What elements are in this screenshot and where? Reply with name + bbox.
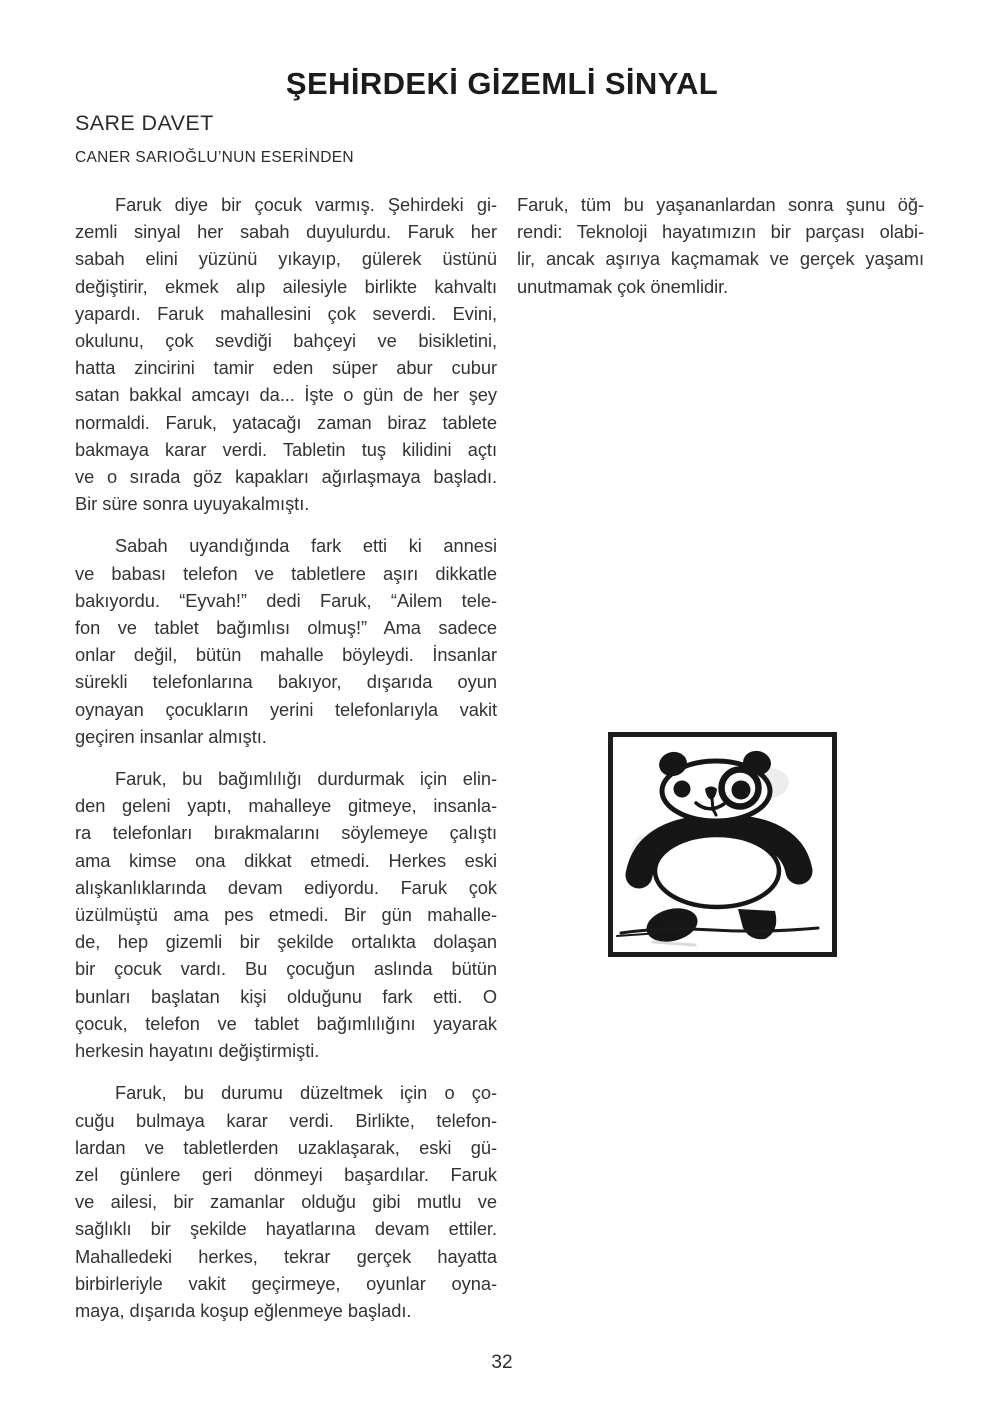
text-line: bakmaya karar verdi. Tabletin tuş kilidini açtı xyxy=(75,438,497,460)
text-line: üzülmüştü ama pes etmedi. Bir gün mahalle- xyxy=(75,904,497,926)
text-line: bir çocuk vardı. Bu çocuğun aslında bütün xyxy=(75,958,497,980)
text-line: Faruk, bu durumu düzeltmek için o ço- xyxy=(115,1082,497,1104)
source-line: CANER SARIOĞLU’NUN ESERİNDEN xyxy=(75,149,354,166)
text-line: de, hep gizemli bir şekilde ortalıkta dolaşan xyxy=(75,931,497,953)
right-text-column xyxy=(517,191,924,315)
left-text-column xyxy=(75,191,497,1339)
text-line: Bir süre sonra uyuyakalmıştı. xyxy=(75,493,310,515)
text-line: lir, ancak aşırıya kaçmamak ve gerçek yaşamı xyxy=(517,248,924,270)
text-line: değiştirir, ekmek alıp ailesiyle birlikte kahvaltı xyxy=(75,275,497,297)
paragraph xyxy=(75,1079,497,1324)
panda-illustration-box xyxy=(608,732,837,957)
text-line: herkesin hayatını değiştirmişti. xyxy=(75,1040,320,1062)
text-line: yapardı. Faruk mahallesini çok severdi. Evini, xyxy=(75,302,497,324)
page-title: ŞEHİRDEKİ GİZEMLİ SİNYAL xyxy=(285,66,719,101)
text-line: maya, dışarıda koşup eğlenmeye başladı. xyxy=(75,1299,412,1321)
text-line: bakıyordu. “Eyvah!” dedi Faruk, “Ailem tele- xyxy=(75,589,497,611)
ground-line xyxy=(653,942,695,945)
text-line: rendi: Teknoloji hayatımızın bir parçası olabi- xyxy=(517,221,924,243)
text-line: sağlıklı bir şekilde hayatlarına devam ettiler. xyxy=(75,1218,497,1240)
text-line: zel günlere geri dönmeyi başardılar. Faruk xyxy=(75,1163,497,1185)
text-line: bunları başlatan kişi olduğunu fark etti. O xyxy=(75,985,497,1007)
panda-eye-left xyxy=(674,781,691,798)
text-line: zemli sinyal her sabah duyulurdu. Faruk her xyxy=(75,221,497,243)
text-line: den geleni yaptı, mahalleye gitmeye, insanla- xyxy=(75,795,497,817)
text-line: ve ailesi, bir zamanlar olduğu gibi mutlu ve xyxy=(75,1191,497,1213)
text-line: ve babası telefon ve tabletlere aşırı dikkatle xyxy=(75,562,497,584)
text-line: onlar değil, bütün mahalle böyleydi. İnsanlar xyxy=(75,644,497,666)
panda-drawing-icon xyxy=(613,737,832,952)
text-line: satan bakkal amcayı da... İşte o gün de her şey xyxy=(75,384,497,406)
paragraph xyxy=(75,765,497,1064)
paragraph xyxy=(517,191,924,300)
paragraph xyxy=(75,191,497,517)
text-line: Faruk diye bir çocuk varmış. Şehirdeki gi- xyxy=(115,194,497,215)
text-line: ama kimse ona dikkat etmedi. Herkes eski xyxy=(75,849,497,871)
text-line: oynayan çocukların yerini telefonlarıyla vakit xyxy=(75,698,497,720)
text-line: sürekli telefonlarına bakıyor, dışarıda oyun xyxy=(75,671,497,693)
text-line: normaldi. Faruk, yatacağı zaman biraz tablete xyxy=(75,411,497,433)
text-line: fon ve tablet bağımlısı olmuş!” Ama sadece xyxy=(75,617,497,639)
panda-pupil-right xyxy=(732,781,751,800)
text-line: sabah elini yüzünü yıkayıp, gülerek üstünü xyxy=(75,248,497,270)
text-line: Faruk, bu bağımlılığı durdurmak için elin- xyxy=(115,768,497,790)
author-name: SARE DAVET xyxy=(75,111,214,135)
text-line: Faruk, tüm bu yaşananlardan sonra şunu öğ- xyxy=(517,194,924,215)
text-line: ve o sırada göz kapakları ağırlaşmaya başladı. xyxy=(75,466,497,488)
page-number: 32 xyxy=(491,1352,513,1373)
paragraph xyxy=(75,532,497,750)
text-line: Mahalledeki herkes, tekrar gerçek hayatta xyxy=(75,1245,497,1267)
text-line: unutmamak çok önemlidir. xyxy=(517,275,729,297)
text-line: okulunu, çok sevdiği bahçeyi ve bisikletini, xyxy=(75,330,497,352)
text-line: lardan ve tabletlerden uzaklaşarak, eski gü- xyxy=(75,1136,497,1158)
text-line: cuğu bulmaya karar verdi. Birlikte, telefon- xyxy=(75,1109,497,1131)
text-line: geçiren insanlar almıştı. xyxy=(75,725,267,747)
text-line: çocuk, telefon ve tablet bağımlılığını yayarak xyxy=(75,1012,497,1034)
text-line: alışkanlıklarında devam ediyordu. Faruk çok xyxy=(75,876,497,898)
panda-belly xyxy=(655,835,779,907)
text-line: birbirleriyle vakit geçirmeye, oyunlar oyna- xyxy=(75,1272,497,1294)
text-line: Sabah uyandığında fark etti ki annesi xyxy=(115,535,497,557)
panda-foot-right xyxy=(738,909,776,939)
text-line: hatta zincirini tamir eden süper abur cubur xyxy=(75,357,497,379)
panda-foot-left xyxy=(643,903,701,947)
text-line: ra telefonları bırakmalarını söylemeye çalıştı xyxy=(75,822,497,844)
